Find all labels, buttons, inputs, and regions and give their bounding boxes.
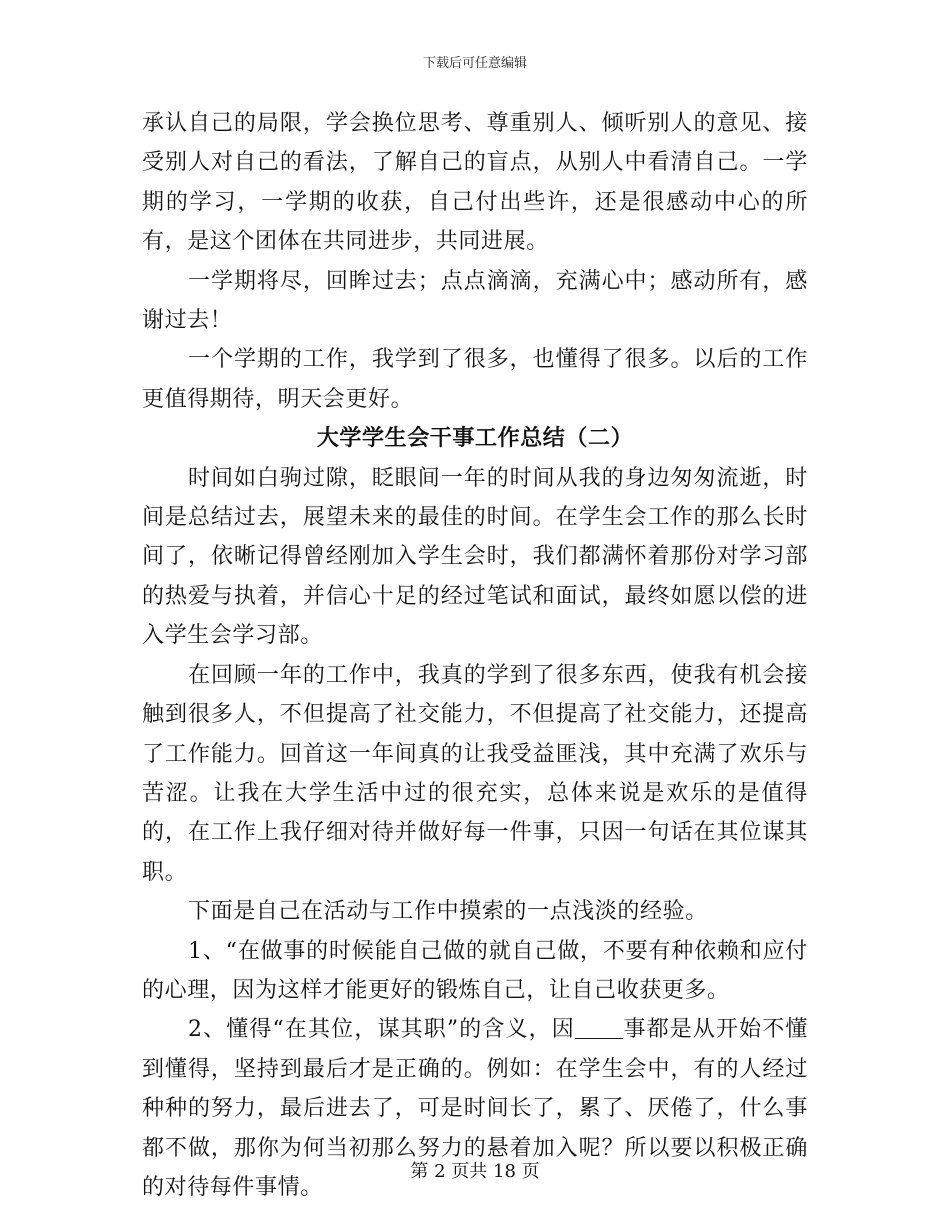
paragraph-8-after: 事都是从开始不懂到懂得，坚持到最后才是正确的。例如：在学生会中，有的人经过种种的努力，最后进去了，可是时间长了，累了、厌倦了，什么事都不做，那你为何当初那么努力的悬着加入呢？所以要以积极正确的对待每件事情。	[142, 1017, 808, 1200]
paragraph-4: 时间如白驹过隙，眨眼间一年的时间从我的身边匆匆流逝，时间是总结过去，展望未来的最佳的时间。在学生会工作的那么长时间了，依晰记得曾经刚加入学生会时，我们都满怀着那份对学习部的热爱与执着，并信心十足的经过笔试和面试，最终如愿以偿的进入学生会学习部。	[142, 465, 808, 649]
page-header: 下载后可任意编辑	[422, 56, 527, 71]
paragraph-3: 一个学期的工作，我学到了很多，也懂得了很多。以后的工作更值得期待，明天会更好。	[142, 347, 808, 412]
paragraph-5: 在回顾一年的工作中，我真的学到了很多东西，使我有机会接触到很多人，不但提高了社交能力，不但提高了社交能力，还提高了工作能力。回首这一年间真的让我受益匪浅，其中充满了欢乐与苦涩。让我在大学生活中过的很充实，总体来说是欢乐的是值得的，在工作上我仔细对待并做好每一件事，只因一句话在其位谋其职。	[142, 662, 808, 885]
paragraph-1: 承认自己的局限，学会换位思考、尊重别人、倾听别人的意见、接受别人对自己的看法，了解自己的盲点，从别人中看清自己。一学期的学习，一学期的收获，自己付出些许，还是很感动中心的所有，是这个团体在共同进步，共同进展。	[142, 111, 808, 255]
fill-in-blank	[575, 1016, 623, 1039]
document-body	[142, 104, 808, 1207]
section-title: 大学学生会干事工作总结（二）	[316, 425, 634, 452]
paragraph-2: 一学期将尽，回眸过去；点点滴滴，充满心中；感动所有，感谢过去！	[142, 268, 808, 334]
paragraph-6: 下面是自己在活动与工作中摸索的一点浅淡的经验。	[188, 899, 708, 925]
paragraph-8-before: 2、懂得“在其位，谋其职”的含义，因	[188, 1017, 575, 1043]
paragraph-7: 1、“在做事的时候能自己做的就自己做，不要有种依赖和应付的心理，因为这样才能更好的锻炼自己，让自己收获更多。	[142, 938, 808, 1003]
page-footer: 第 2 页共 18 页	[410, 1161, 540, 1182]
